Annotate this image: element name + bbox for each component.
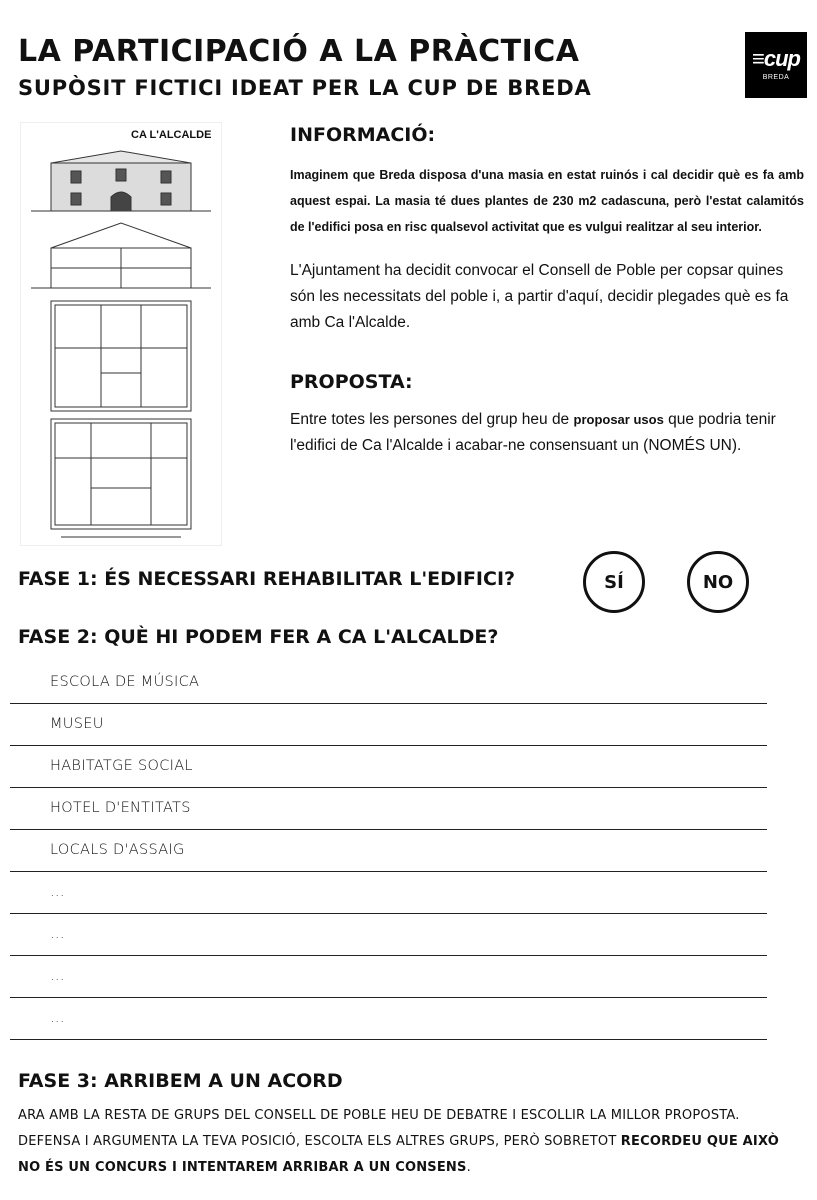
uses-list: [10, 662, 767, 1040]
proposal-text: [290, 407, 804, 459]
logo-subtext: BREDA: [762, 74, 790, 81]
list-item[interactable]: HOTEL D'ENTITATS: [10, 788, 767, 830]
info-paragraph-2: L'Ajuntament ha decidit convocar el Consell de Poble per copsar quines són les necessitats del poble i, a partir d'aquí, decidir plegades què es fa amb Ca l'Alcalde.: [290, 262, 789, 331]
list-item[interactable]: LOCALS D'ASSAIG: [10, 830, 767, 872]
drawing-label: CA L'ALCALDE: [131, 129, 212, 141]
proposal-text-end: que podria tenir l'edifici de Ca l'Alcalde i acabar-ne consensuant un (NOMÉS UN).: [290, 411, 776, 454]
info-paragraph-1: Imaginem que Breda disposa d'una masia en estat ruinós i cal decidir què es fa amb aquest espai. La masia té dues plantes de 230 m2 cadascuna, però l'estat calamitós de l'edifici posa en risc qualsevol activitat que es vulgui realitzar al seu interior.: [290, 168, 804, 234]
proposal-text-bold: proposar usos: [573, 412, 664, 427]
phase1-heading: FASE 1: ÉS NECESSARI REHABILITAR L'EDIFICI?: [18, 568, 516, 590]
phase3-text-end: .: [466, 1160, 471, 1175]
proposal-heading: PROPOSTA:: [290, 371, 413, 393]
list-item[interactable]: ...: [10, 998, 767, 1040]
phase3-text-bold: RECORDEU QUE AIXÒ NO ÉS UN CONCURS I INTENTAREM ARRIBAR A UN CONSENS: [18, 1134, 779, 1175]
list-item[interactable]: HABITATGE SOCIAL: [10, 746, 767, 788]
cup-logo: [745, 32, 807, 98]
list-item[interactable]: ...: [10, 914, 767, 956]
phase2-heading: FASE 2: QUÈ HI PODEM FER A CA L'ALCALDE?: [18, 626, 499, 648]
page-subtitle: SUPÒSIT FICTICI IDEAT PER LA CUP DE BREDA: [18, 76, 592, 100]
no-option[interactable]: NO: [687, 551, 749, 613]
phase3-text: [18, 1103, 798, 1181]
phase3-heading: FASE 3: ARRIBEM A UN ACORD: [18, 1070, 343, 1092]
list-item[interactable]: MUSEU: [10, 704, 767, 746]
info-heading: INFORMACIÓ:: [290, 124, 436, 146]
list-item[interactable]: ESCOLA DE MÚSICA: [10, 662, 767, 704]
proposal-text-start: Entre totes les persones del grup heu de: [290, 411, 574, 428]
page-title: LA PARTICIPACIÓ A LA PRÀCTICA: [18, 34, 580, 69]
list-item[interactable]: ...: [10, 956, 767, 998]
logo-brand: ≡cup: [752, 46, 800, 71]
list-item[interactable]: ...: [10, 872, 767, 914]
yes-option[interactable]: SÍ: [583, 551, 645, 613]
architectural-drawing: [20, 122, 222, 546]
phase3-text-start: ARA AMB LA RESTA DE GRUPS DEL CONSELL DE POBLE HEU DE DEBATRE I ESCOLLIR LA MILLOR PROPOSTA. DEFENSA I ARGUMENTA LA TEVA POSICIÓ, ESCOLTA ELS ALTRES GRUPS, PERÒ SOBRETOT: [18, 1108, 740, 1149]
building-plans-illustration: [21, 123, 221, 545]
